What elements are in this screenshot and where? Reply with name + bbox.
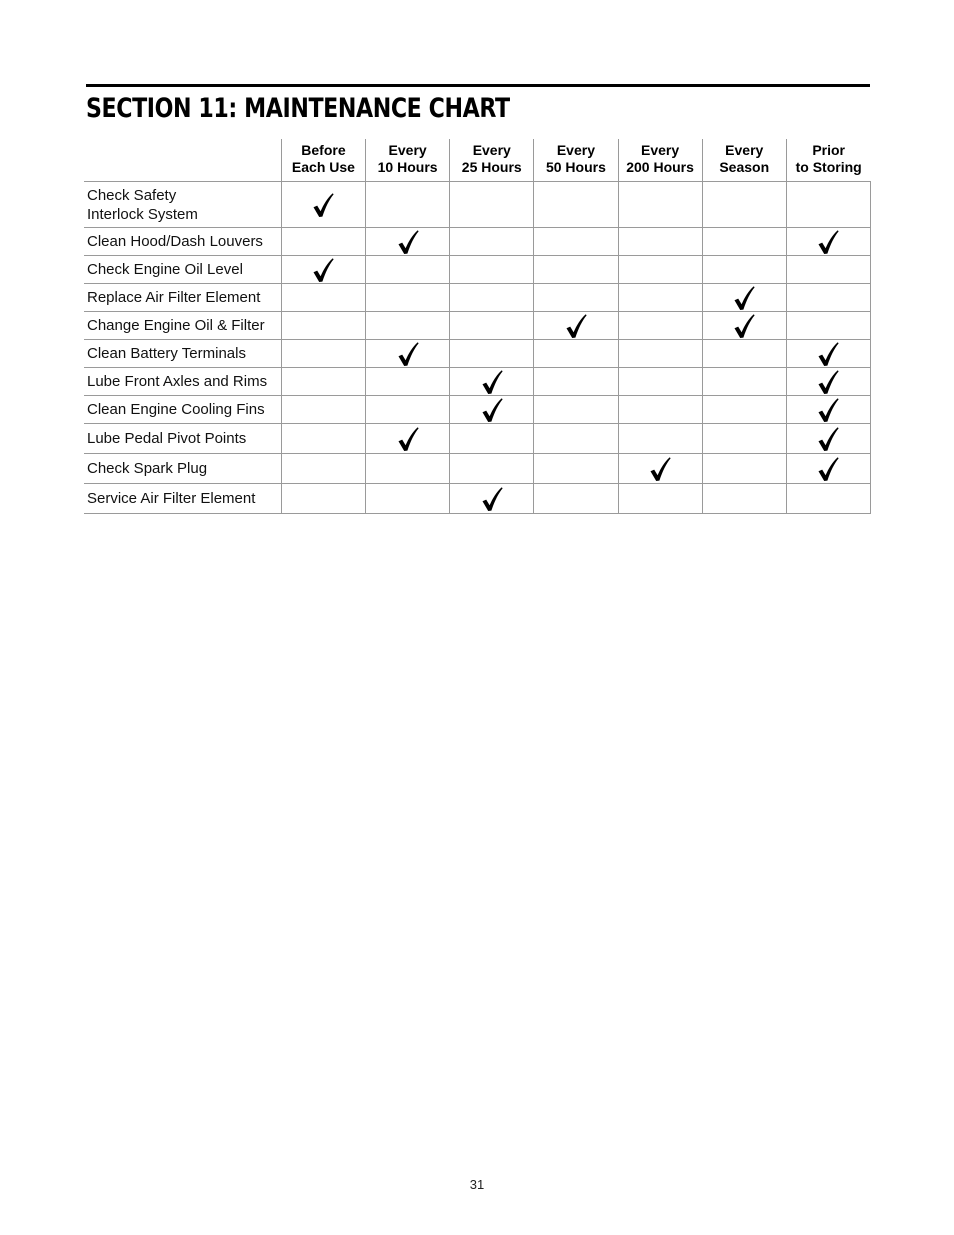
header-corner	[84, 139, 281, 182]
check-cell	[366, 228, 450, 256]
check-cell	[702, 312, 786, 340]
task-cell	[84, 484, 281, 514]
check-cell	[702, 284, 786, 312]
check-cell	[702, 484, 786, 514]
check-cell	[281, 228, 365, 256]
check-cell	[366, 368, 450, 396]
check-cell	[786, 182, 870, 228]
check-cell	[786, 284, 870, 312]
check-cell	[702, 228, 786, 256]
header-before-each-use: Before Each Use	[281, 139, 365, 182]
check-mark-icon	[817, 229, 839, 255]
check-cell	[702, 424, 786, 454]
header-every-200-hours: Every 200 Hours	[618, 139, 702, 182]
check-cell	[366, 454, 450, 484]
header-every-season: Every Season	[702, 139, 786, 182]
check-cell	[618, 312, 702, 340]
check-cell	[786, 484, 870, 514]
task-label: Lube Pedal Pivot Points	[87, 430, 247, 447]
check-cell	[786, 256, 870, 284]
check-cell	[281, 454, 365, 484]
check-mark-icon	[817, 369, 839, 395]
check-cell	[450, 340, 534, 368]
check-cell	[281, 256, 365, 284]
check-cell	[786, 312, 870, 340]
check-mark-icon	[397, 341, 419, 367]
check-cell	[450, 228, 534, 256]
task-label: Change Engine Oil & Filter	[87, 317, 265, 334]
check-mark-icon	[312, 257, 334, 283]
section-title: SECTION 11: MAINTENANCE CHART	[86, 93, 510, 124]
task-cell	[84, 454, 281, 484]
check-cell	[366, 256, 450, 284]
task-label-line2: Interlock System	[87, 205, 198, 223]
check-cell	[618, 396, 702, 424]
check-mark-icon	[817, 397, 839, 423]
check-cell	[702, 256, 786, 284]
check-mark-icon	[397, 426, 419, 452]
check-cell	[366, 484, 450, 514]
check-cell	[366, 340, 450, 368]
task-cell	[84, 368, 281, 396]
check-cell	[281, 396, 365, 424]
check-mark-icon	[397, 229, 419, 255]
check-cell	[786, 340, 870, 368]
check-cell	[366, 182, 450, 228]
check-cell	[618, 340, 702, 368]
check-cell	[786, 368, 870, 396]
check-cell	[702, 340, 786, 368]
check-cell	[281, 182, 365, 228]
check-cell	[534, 312, 618, 340]
check-cell	[366, 284, 450, 312]
header-row	[84, 139, 871, 182]
table-row	[84, 256, 871, 284]
task-cell	[84, 228, 281, 256]
header-prior-to-storing: Prior to Storing	[786, 139, 870, 182]
task-cell	[84, 182, 281, 228]
check-cell	[786, 424, 870, 454]
check-mark-icon	[565, 313, 587, 339]
check-cell	[281, 312, 365, 340]
task-label: Check Safety	[87, 186, 177, 204]
check-cell	[786, 228, 870, 256]
table-row	[84, 454, 871, 484]
check-mark-icon	[817, 341, 839, 367]
check-cell	[281, 340, 365, 368]
table-row	[84, 340, 871, 368]
task-label: Check Spark Plug	[87, 460, 208, 477]
check-cell	[450, 396, 534, 424]
task-label: Clean Battery Terminals	[87, 345, 246, 362]
check-cell	[534, 454, 618, 484]
check-cell	[450, 182, 534, 228]
table-row	[84, 284, 871, 312]
check-mark-icon	[481, 369, 503, 395]
check-cell	[534, 484, 618, 514]
maintenance-rows	[84, 182, 871, 514]
check-cell	[534, 340, 618, 368]
page-number: 31	[469, 1177, 485, 1192]
check-mark-icon	[481, 486, 503, 512]
header-every-50-hours: Every 50 Hours	[534, 139, 618, 182]
check-mark-icon	[817, 426, 839, 452]
check-cell	[366, 424, 450, 454]
check-cell	[618, 368, 702, 396]
check-cell	[281, 284, 365, 312]
check-cell	[366, 396, 450, 424]
check-cell	[450, 424, 534, 454]
check-cell	[281, 368, 365, 396]
check-cell	[618, 182, 702, 228]
check-cell	[702, 182, 786, 228]
task-cell	[84, 340, 281, 368]
check-cell	[534, 284, 618, 312]
check-cell	[534, 256, 618, 284]
check-cell	[786, 396, 870, 424]
check-mark-icon	[817, 456, 839, 482]
check-cell	[618, 424, 702, 454]
check-cell	[786, 454, 870, 484]
check-cell	[618, 256, 702, 284]
check-cell	[618, 484, 702, 514]
check-cell	[534, 424, 618, 454]
check-cell	[534, 368, 618, 396]
check-cell	[702, 454, 786, 484]
check-cell	[281, 424, 365, 454]
check-cell	[450, 368, 534, 396]
check-cell	[618, 454, 702, 484]
check-mark-icon	[481, 397, 503, 423]
table-row	[84, 424, 871, 454]
check-cell	[366, 312, 450, 340]
check-mark-icon	[649, 456, 671, 482]
task-cell	[84, 284, 281, 312]
check-cell	[618, 228, 702, 256]
task-cell	[84, 312, 281, 340]
task-cell	[84, 396, 281, 424]
check-mark-icon	[733, 313, 755, 339]
check-cell	[450, 312, 534, 340]
task-label: Lube Front Axles and Rims	[87, 373, 268, 390]
check-cell	[534, 228, 618, 256]
check-cell	[450, 256, 534, 284]
check-cell	[450, 484, 534, 514]
maintenance-chart-table	[84, 139, 871, 514]
check-mark-icon	[733, 285, 755, 311]
section-top-rule	[86, 84, 870, 87]
task-cell	[84, 256, 281, 284]
header-every-10-hours: Every 10 Hours	[366, 139, 450, 182]
task-label: Clean Hood/Dash Louvers	[87, 233, 263, 250]
table-row	[84, 484, 871, 514]
task-label: Check Engine Oil Level	[87, 261, 243, 278]
table-row	[84, 182, 871, 228]
check-cell	[702, 396, 786, 424]
check-cell	[702, 368, 786, 396]
check-cell	[534, 396, 618, 424]
header-every-25-hours: Every 25 Hours	[450, 139, 534, 182]
task-label: Clean Engine Cooling Fins	[87, 401, 265, 418]
check-cell	[450, 454, 534, 484]
check-cell	[534, 182, 618, 228]
table-row	[84, 228, 871, 256]
table-row	[84, 312, 871, 340]
check-cell	[450, 284, 534, 312]
table-row	[84, 396, 871, 424]
check-cell	[281, 484, 365, 514]
table-row	[84, 368, 871, 396]
task-cell	[84, 424, 281, 454]
check-cell	[618, 284, 702, 312]
check-mark-icon	[312, 192, 334, 218]
task-label: Replace Air Filter Element	[87, 289, 261, 306]
task-label: Service Air Filter Element	[87, 490, 256, 507]
